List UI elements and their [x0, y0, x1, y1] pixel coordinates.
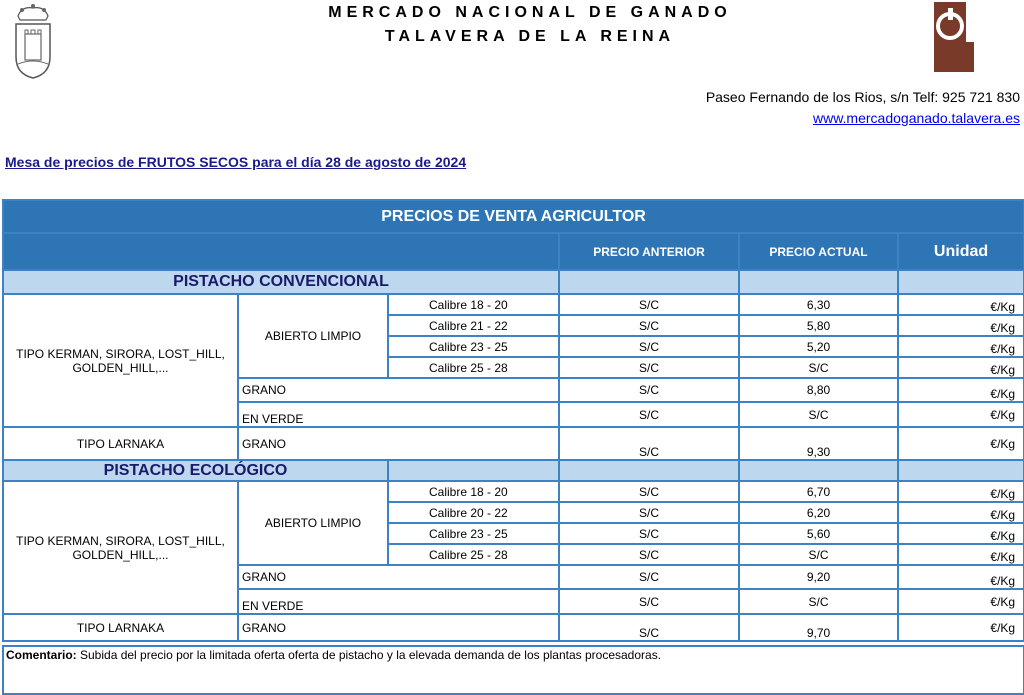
- col-header-unit: Unidad: [898, 233, 1024, 270]
- grano-label: GRANO: [238, 427, 559, 460]
- price-prev: S/C: [559, 523, 739, 544]
- price-prev: S/C: [559, 614, 739, 641]
- price-curr: S/C: [739, 589, 898, 614]
- price-prev: S/C: [559, 315, 739, 336]
- price-prev: S/C: [559, 427, 739, 460]
- unit: €/Kg: [898, 336, 1024, 357]
- section-name: PISTACHO ECOLÓGICO: [3, 460, 388, 481]
- unit: €/Kg: [898, 614, 1024, 641]
- website-link[interactable]: www.mercadoganado.talavera.es: [812, 110, 1020, 126]
- unit: €/Kg: [898, 481, 1024, 502]
- unit: €/Kg: [898, 502, 1024, 523]
- price-prev: S/C: [559, 336, 739, 357]
- price-curr: 9,20: [739, 565, 898, 589]
- price-prev: S/C: [559, 589, 739, 614]
- calibre-label: Calibre 18 - 20: [388, 294, 559, 315]
- unit: €/Kg: [898, 357, 1024, 378]
- price-prev: S/C: [559, 378, 739, 402]
- verde-label: EN VERDE: [238, 589, 559, 614]
- price-prev: S/C: [559, 357, 739, 378]
- unit: €/Kg: [898, 294, 1024, 315]
- price-curr: S/C: [739, 544, 898, 565]
- calibre-label: Calibre 20 - 22: [388, 502, 559, 523]
- unit: €/Kg: [898, 589, 1024, 614]
- calibre-label: Calibre 18 - 20: [388, 481, 559, 502]
- table-row: [3, 427, 1024, 460]
- calibre-label: Calibre 23 - 25: [388, 523, 559, 544]
- page-heading: Mesa de precios de FRUTOS SECOS para el día 28 de agosto de 2024: [5, 154, 467, 170]
- market-logo-icon: [930, 2, 974, 72]
- price-prev: S/C: [559, 544, 739, 565]
- grano-label: GRANO: [238, 614, 559, 641]
- unit: €/Kg: [898, 315, 1024, 336]
- price-prev: S/C: [559, 481, 739, 502]
- coat-of-arms-icon: [8, 2, 58, 82]
- unit: €/Kg: [898, 402, 1024, 427]
- unit: €/Kg: [898, 378, 1024, 402]
- column-header-row: [3, 233, 1024, 270]
- table-title-row: [3, 200, 1024, 233]
- product-type: TIPO KERMAN, SIRORA, LOST_HILL, GOLDEN_HILL,...: [3, 294, 238, 427]
- unit: €/Kg: [898, 523, 1024, 544]
- price-prev: S/C: [559, 402, 739, 427]
- section-name: PISTACHO CONVENCIONAL: [3, 270, 559, 294]
- price-curr: 9,30: [739, 427, 898, 460]
- col-header-curr: PRECIO ACTUAL: [739, 233, 898, 270]
- price-table: [2, 199, 1023, 642]
- section-header: [3, 270, 1024, 294]
- col-header-prev: PRECIO ANTERIOR: [559, 233, 739, 270]
- product-type: TIPO LARNAKA: [3, 427, 238, 460]
- title-line-1: MERCADO NACIONAL DE GANADO: [328, 4, 732, 21]
- address: Paseo Fernando de los Rios, s/n Telf: 925 721 830: [705, 89, 1020, 105]
- unit: €/Kg: [898, 565, 1024, 589]
- comment-label: Comentario:: [6, 648, 77, 662]
- price-curr: 6,70: [739, 481, 898, 502]
- product-type: TIPO LARNAKA: [3, 614, 238, 641]
- price-curr: 6,30: [739, 294, 898, 315]
- price-prev: S/C: [559, 502, 739, 523]
- price-curr: 8,80: [739, 378, 898, 402]
- table-title: PRECIOS DE VENTA AGRICULTOR: [3, 200, 1024, 233]
- price-prev: S/C: [559, 565, 739, 589]
- table-row: [3, 481, 1024, 502]
- calibre-label: Calibre 23 - 25: [388, 336, 559, 357]
- verde-label: EN VERDE: [238, 402, 559, 427]
- unit: €/Kg: [898, 427, 1024, 460]
- table-row: [3, 294, 1024, 315]
- price-curr: 9,70: [739, 614, 898, 641]
- variety: ABIERTO LIMPIO: [238, 481, 388, 565]
- price-curr: 5,60: [739, 523, 898, 544]
- calibre-label: Calibre 25 - 28: [388, 357, 559, 378]
- grano-label: GRANO: [238, 378, 559, 402]
- price-curr: 5,20: [739, 336, 898, 357]
- grano-label: GRANO: [238, 565, 559, 589]
- comment-box: [2, 645, 1024, 695]
- price-curr: S/C: [739, 357, 898, 378]
- unit: €/Kg: [898, 544, 1024, 565]
- product-type: TIPO KERMAN, SIRORA, LOST_HILL, GOLDEN_HILL,...: [3, 481, 238, 614]
- calibre-label: Calibre 25 - 28: [388, 544, 559, 565]
- title-line-2: TALAVERA DE LA REINA: [384, 28, 676, 45]
- price-curr: 6,20: [739, 502, 898, 523]
- price-curr: S/C: [739, 402, 898, 427]
- calibre-label: Calibre 21 - 22: [388, 315, 559, 336]
- comment-text: Subida del precio por la limitada oferta oferta de pistacho y la elevada demanda de los plantas procesadoras.: [76, 648, 662, 662]
- variety: ABIERTO LIMPIO: [238, 294, 388, 378]
- price-curr: 5,80: [739, 315, 898, 336]
- table-row: [3, 614, 1024, 641]
- price-prev: S/C: [559, 294, 739, 315]
- section-header: [3, 460, 1024, 481]
